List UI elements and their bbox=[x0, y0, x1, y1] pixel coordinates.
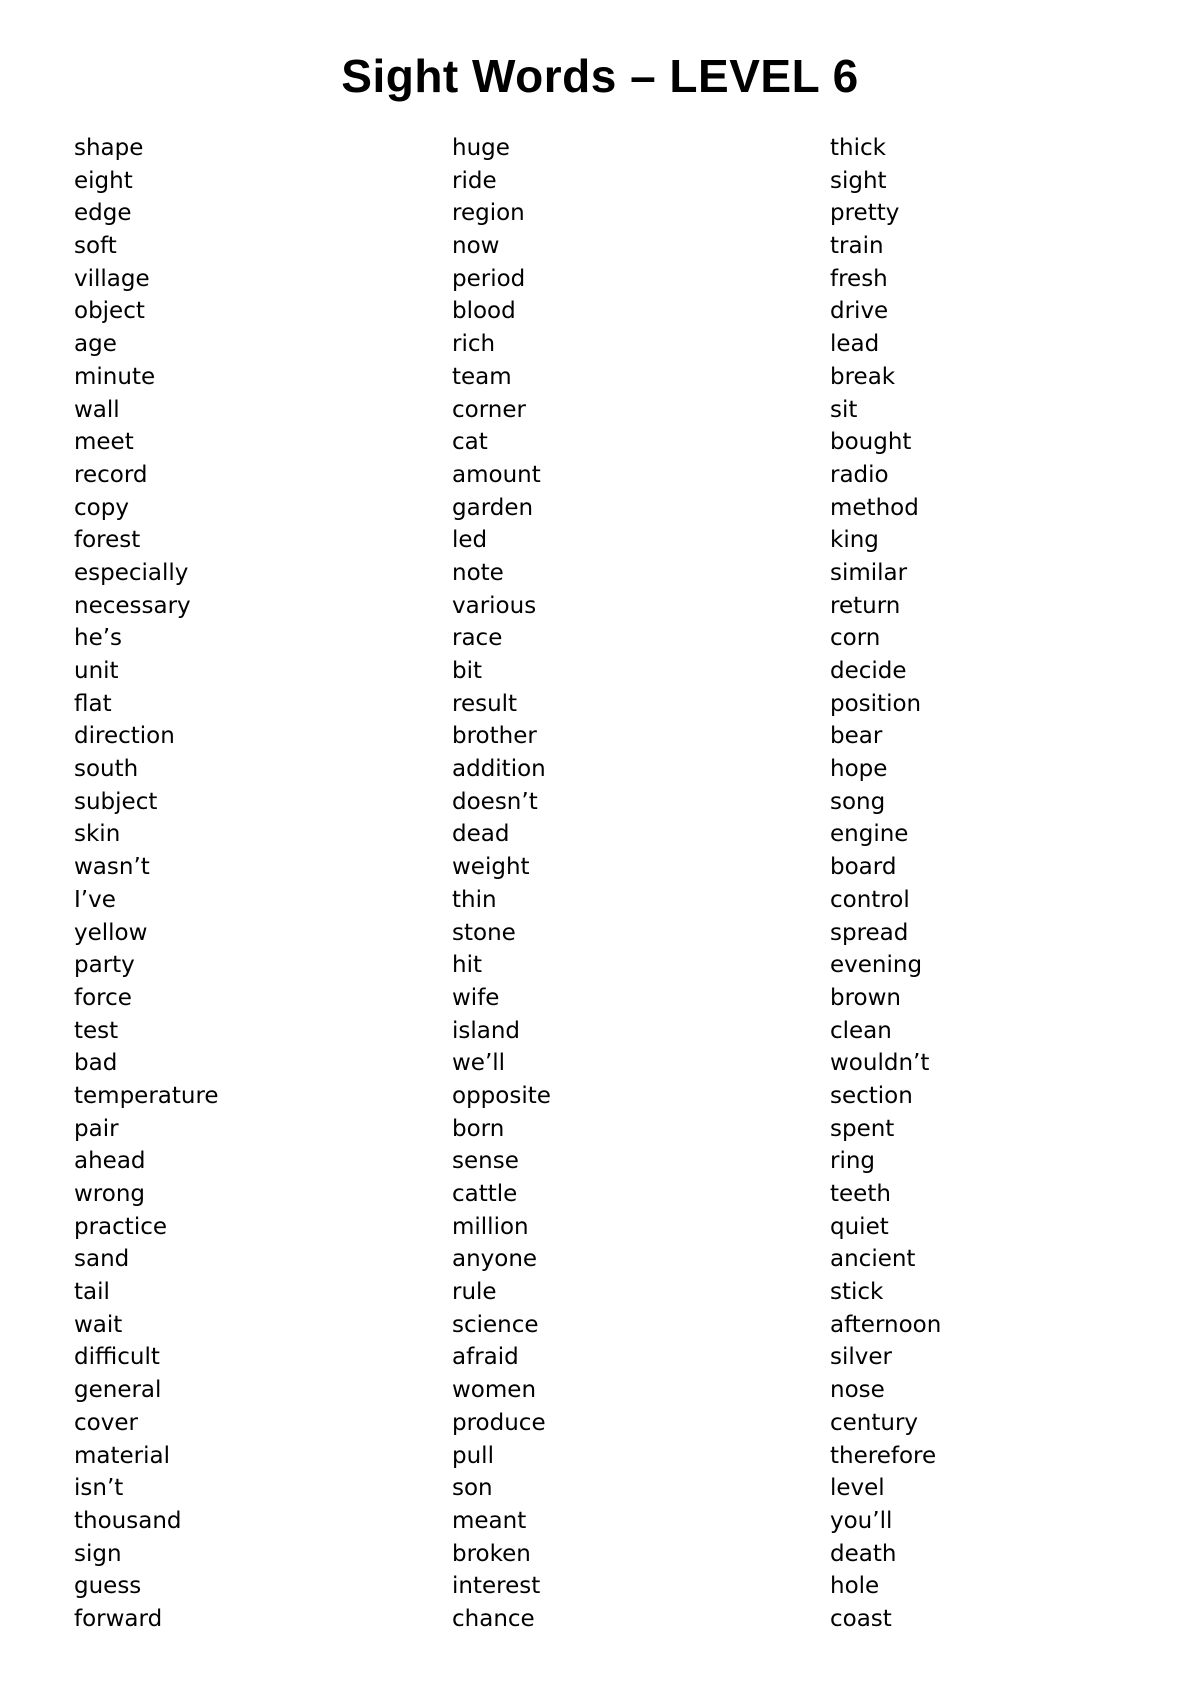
sight-word: material bbox=[74, 1442, 170, 1469]
sight-word: hole bbox=[830, 1573, 880, 1600]
sight-word: flat bbox=[74, 690, 112, 717]
sight-word: chance bbox=[452, 1605, 535, 1632]
sight-word: board bbox=[830, 854, 897, 881]
sight-word: hit bbox=[452, 952, 482, 979]
sight-word: evening bbox=[830, 952, 923, 979]
sight-word: wall bbox=[74, 396, 120, 423]
sight-word: interest bbox=[452, 1573, 541, 1600]
sight-word: sight bbox=[830, 167, 887, 194]
sight-word: afraid bbox=[452, 1344, 519, 1371]
sight-word: break bbox=[830, 363, 896, 390]
sight-word: note bbox=[452, 559, 504, 586]
sight-word: cat bbox=[452, 429, 488, 456]
sight-word: thick bbox=[830, 135, 886, 161]
sight-word: stone bbox=[452, 919, 516, 946]
sight-word: minute bbox=[74, 363, 156, 390]
sight-word: corner bbox=[452, 396, 526, 423]
sight-word: ride bbox=[452, 167, 497, 194]
sight-word: skin bbox=[74, 821, 121, 848]
sight-word: island bbox=[452, 1017, 521, 1044]
sight-word: ancient bbox=[830, 1246, 916, 1273]
sight-word: method bbox=[830, 494, 919, 521]
sight-word: now bbox=[452, 233, 500, 260]
sight-word: sand bbox=[74, 1246, 130, 1273]
sight-word: sense bbox=[452, 1148, 519, 1175]
sight-word: especially bbox=[74, 559, 189, 586]
sight-word: lead bbox=[830, 331, 880, 358]
sight-word: eight bbox=[74, 167, 133, 194]
page-title: Sight Words – LEVEL 6 bbox=[341, 50, 859, 102]
sight-word: bought bbox=[830, 429, 912, 456]
sight-word: meet bbox=[74, 429, 134, 456]
sight-word: therefore bbox=[830, 1442, 937, 1469]
sight-word: born bbox=[452, 1115, 505, 1142]
sight-word: shape bbox=[74, 135, 144, 161]
sight-word: practice bbox=[74, 1213, 167, 1240]
sight-word: led bbox=[452, 527, 488, 554]
sight-word: silver bbox=[830, 1344, 892, 1371]
sight-word: spent bbox=[830, 1115, 895, 1142]
sight-word: pull bbox=[452, 1442, 494, 1469]
sight-word: fresh bbox=[830, 265, 888, 292]
sight-word: you’ll bbox=[830, 1507, 893, 1534]
sight-word: meant bbox=[452, 1507, 527, 1534]
sight-word: I’ve bbox=[74, 886, 116, 913]
sight-word: hope bbox=[830, 756, 888, 783]
sight-word: cattle bbox=[452, 1181, 518, 1207]
sight-word: subject bbox=[74, 788, 158, 815]
sight-word: wait bbox=[74, 1311, 123, 1338]
sight-word: anyone bbox=[452, 1246, 538, 1273]
sight-word: cover bbox=[74, 1409, 138, 1436]
sight-word: opposite bbox=[452, 1082, 551, 1109]
sight-word: general bbox=[74, 1377, 162, 1404]
sight-word: king bbox=[830, 527, 879, 554]
sight-word: control bbox=[830, 886, 910, 913]
sight-word: wasn’t bbox=[74, 854, 150, 881]
sight-word: corn bbox=[830, 625, 881, 652]
sight-word: direction bbox=[74, 723, 175, 750]
sight-word: race bbox=[452, 625, 503, 652]
sight-word: rich bbox=[452, 331, 496, 358]
sight-word: sit bbox=[830, 396, 858, 423]
sight-word: edge bbox=[74, 200, 132, 227]
word-column-3 bbox=[830, 132, 941, 1636]
sight-word: spread bbox=[830, 919, 909, 946]
sight-word: copy bbox=[74, 494, 129, 521]
sight-word: son bbox=[452, 1475, 493, 1502]
sight-word: century bbox=[830, 1409, 919, 1436]
sight-word: bear bbox=[830, 723, 883, 750]
sight-word: coast bbox=[830, 1605, 892, 1632]
sight-word: unit bbox=[74, 658, 119, 684]
sight-word: doesn’t bbox=[452, 788, 538, 815]
sight-word: death bbox=[830, 1540, 897, 1567]
sight-word: pair bbox=[74, 1115, 119, 1142]
sight-word: nose bbox=[830, 1377, 885, 1404]
sight-word: necessary bbox=[74, 592, 191, 619]
sight-word: thin bbox=[452, 886, 497, 913]
sight-word: brother bbox=[452, 723, 537, 750]
sight-word: object bbox=[74, 298, 145, 325]
sight-word: various bbox=[452, 592, 537, 619]
sight-word: team bbox=[452, 363, 512, 390]
sight-word: dead bbox=[452, 821, 510, 848]
sight-word: region bbox=[452, 200, 525, 227]
sight-word: women bbox=[452, 1377, 537, 1404]
sight-word: stick bbox=[830, 1279, 884, 1306]
sight-word: sign bbox=[74, 1540, 122, 1567]
sight-word: afternoon bbox=[830, 1311, 942, 1338]
sight-word: he’s bbox=[74, 625, 123, 652]
sight-word: produce bbox=[452, 1409, 546, 1436]
sight-word: south bbox=[74, 756, 139, 783]
sight-word: we’ll bbox=[452, 1050, 506, 1077]
sight-word: blood bbox=[452, 298, 516, 325]
sight-word: level bbox=[830, 1475, 885, 1502]
sight-word: age bbox=[74, 331, 117, 358]
sight-word: period bbox=[452, 265, 526, 292]
sight-word: quiet bbox=[830, 1213, 889, 1240]
sight-word: result bbox=[452, 690, 518, 717]
sight-word: rule bbox=[452, 1279, 497, 1306]
sight-word: soft bbox=[74, 233, 117, 260]
sight-word: section bbox=[830, 1082, 913, 1109]
sight-word: tail bbox=[74, 1279, 110, 1306]
sight-word: similar bbox=[830, 559, 908, 586]
sight-word: brown bbox=[830, 984, 902, 1011]
sight-word: forward bbox=[74, 1605, 163, 1632]
sight-word: clean bbox=[830, 1017, 892, 1044]
sight-word: radio bbox=[830, 461, 889, 488]
sight-word: return bbox=[830, 592, 901, 619]
sight-word: addition bbox=[452, 756, 546, 783]
sight-word: broken bbox=[452, 1540, 531, 1567]
sight-word: yellow bbox=[74, 919, 148, 946]
sight-word: party bbox=[74, 952, 135, 979]
sight-word: ahead bbox=[74, 1148, 146, 1175]
sight-word: bit bbox=[452, 658, 483, 684]
sight-word: million bbox=[452, 1213, 529, 1240]
sight-word: difficult bbox=[74, 1344, 160, 1371]
sight-word: song bbox=[830, 788, 886, 815]
sight-word: thousand bbox=[74, 1507, 182, 1534]
sight-word: huge bbox=[452, 135, 510, 161]
sight-word: forest bbox=[74, 527, 141, 554]
word-column-2 bbox=[452, 132, 551, 1636]
sight-word: position bbox=[830, 690, 922, 717]
sight-word: amount bbox=[452, 461, 541, 488]
sight-word: bad bbox=[74, 1050, 118, 1077]
sight-word: wife bbox=[452, 984, 500, 1011]
sight-word: garden bbox=[452, 494, 534, 521]
sight-word: weight bbox=[452, 854, 530, 881]
sight-word: drive bbox=[830, 298, 889, 325]
sight-word: wouldn’t bbox=[830, 1050, 930, 1077]
sight-word: science bbox=[452, 1311, 539, 1338]
sight-word: guess bbox=[74, 1573, 142, 1600]
sight-word: ring bbox=[830, 1148, 876, 1175]
word-column-1 bbox=[74, 132, 219, 1636]
sight-word: test bbox=[74, 1017, 119, 1044]
sight-word: engine bbox=[830, 821, 909, 848]
sight-word: record bbox=[74, 461, 148, 488]
sight-word: train bbox=[830, 233, 884, 260]
sight-word: teeth bbox=[830, 1181, 891, 1207]
sight-word: village bbox=[74, 265, 150, 292]
sight-word: wrong bbox=[74, 1181, 146, 1207]
sight-word: pretty bbox=[830, 200, 900, 227]
sight-word: decide bbox=[830, 658, 907, 684]
sight-word: temperature bbox=[74, 1082, 219, 1109]
sight-word: isn’t bbox=[74, 1475, 124, 1502]
sight-word: force bbox=[74, 984, 132, 1011]
